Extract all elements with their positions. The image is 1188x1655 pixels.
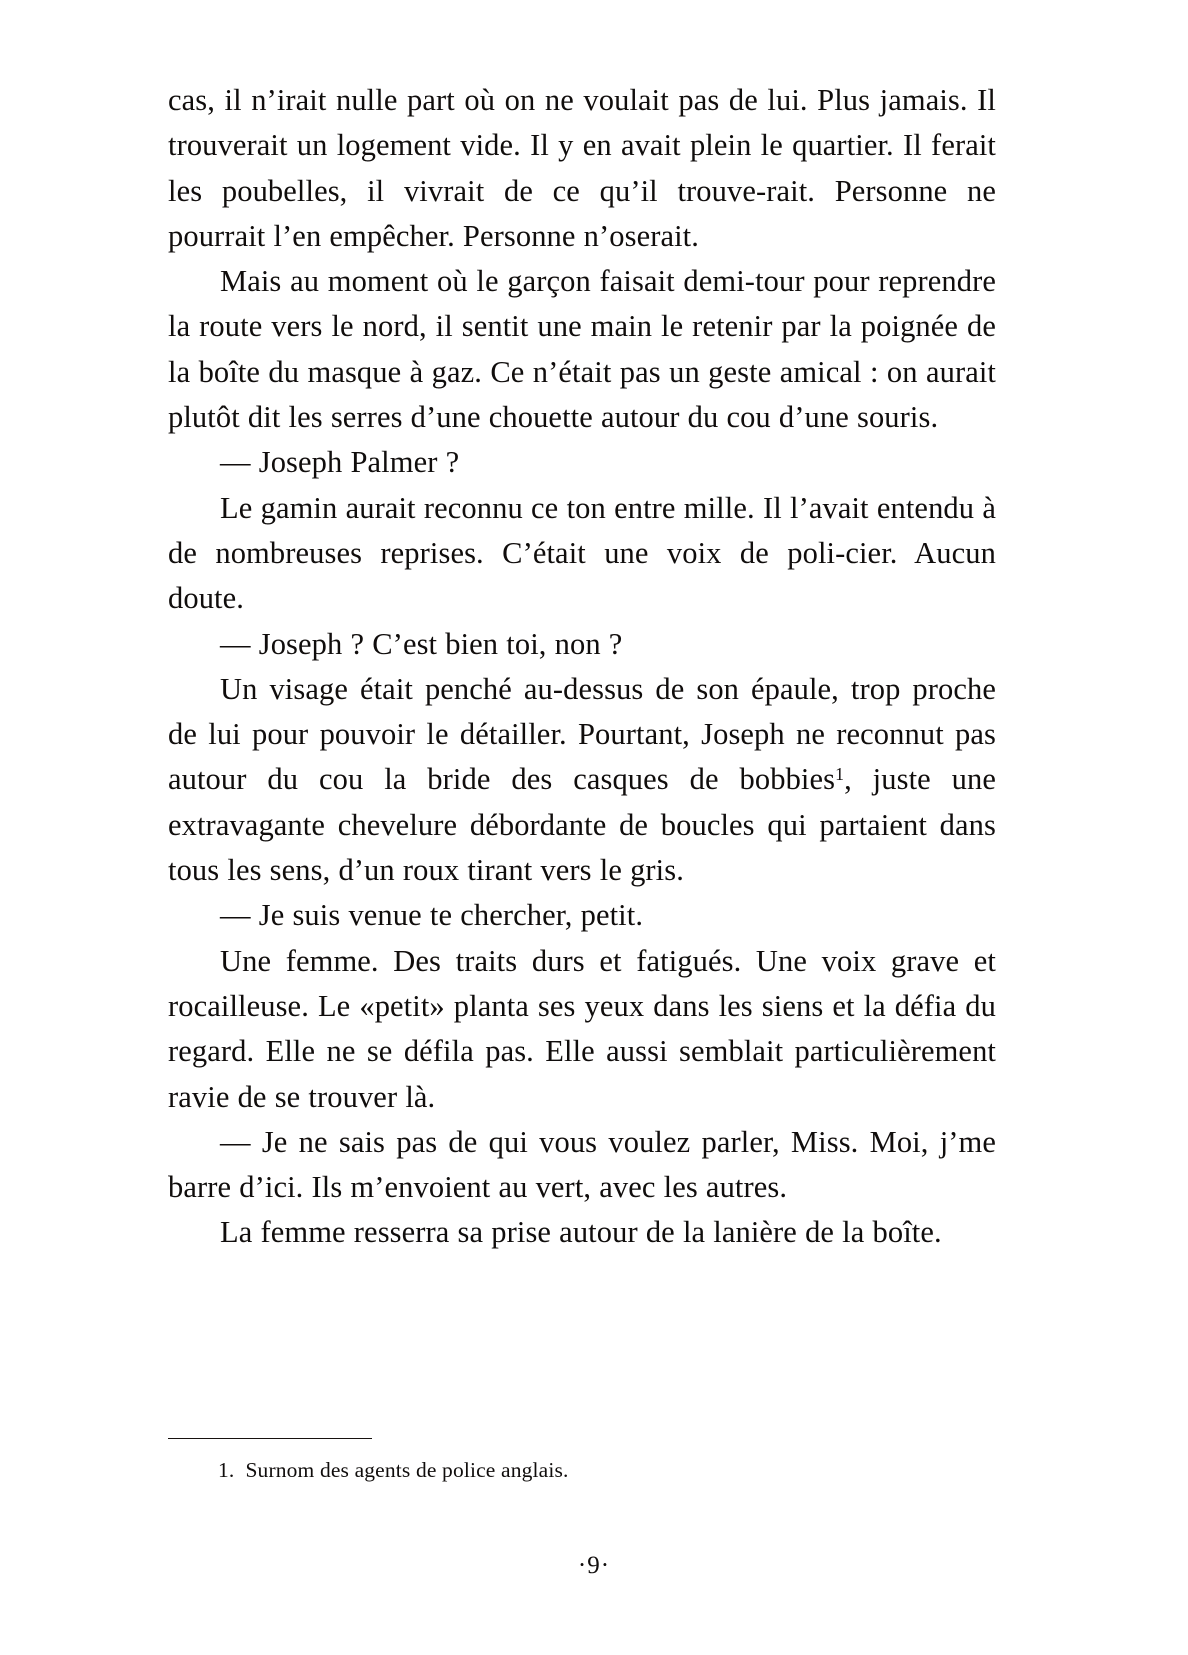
paragraph-4-text-after-ref: , juste une extravagante chevelure débordante de boucles qui partaient dans tous les sens, d’un roux tirant vers le gris. — [168, 762, 997, 888]
footnote-separator-rule — [168, 1438, 372, 1439]
paragraph-4-with-footnote-ref — [168, 667, 996, 893]
footnote-number-1: 1. — [218, 1458, 235, 1482]
paragraph-2: Mais au moment où le garçon faisait demi-tour pour reprendre la route vers le nord, il sentit une main le retenir par la poignée de la boîte du masque à gaz. Ce n’était pas un geste amical : on aurait plutôt dit les serres d’une chouette autour du cou d’une souris. — [168, 264, 996, 435]
dialogue-line-3: — Je suis venue te chercher, petit. — [220, 898, 644, 933]
dialogue-line-1: — Joseph Palmer ? — [220, 445, 460, 480]
body-text-block — [168, 78, 996, 1256]
paragraph-1: cas, il n’irait nulle part où on ne voulait pas de lui. Plus jamais. Il trouverait un logement vide. Il y en avait plein le quartier. Il ferait les poubelles, il vivrait de ce qu’il trouve-rait. Personne ne pourrait l’en empêcher. Personne n’oserait. — [168, 83, 996, 253]
paragraph-6: La femme resserra sa prise autour de la lanière de la boîte. — [220, 1215, 942, 1250]
page-number: ·9· — [577, 1552, 611, 1579]
dialogue-line-4: — Je ne sais pas de qui vous voulez parler, Miss. Moi, j’me barre d’ici. Ils m’envoient au vert, avec les autres. — [168, 1124, 996, 1205]
paragraph-5: Une femme. Des traits durs et fatigués. Une voix grave et rocailleuse. Le «petit» planta ses yeux dans les siens et la défia du regard. Elle ne se défila pas. Elle aussi semblait particulièrement ravie de se trouver là. — [168, 943, 996, 1114]
footnote-area — [168, 1438, 996, 1485]
dialogue-line-2: — Joseph ? C’est bien toi, non ? — [220, 626, 623, 661]
footnote-item-1 — [168, 1455, 996, 1485]
paragraph-4-text-before-ref: Un visage était penché au-dessus de son épaule, trop proche de lui pour pouvoir le détailler. Pourtant, Joseph ne reconnut pas autour du cou la bride des casques de bobbies — [168, 671, 996, 797]
footnote-reference-1[interactable]: 1 — [835, 764, 845, 785]
paragraph-3: Le gamin aurait reconnu ce ton entre mille. Il l’avait entendu à de nombreuses reprises. C’était une voix de poli-cier. Aucun doute. — [168, 490, 996, 616]
footnote-text-1: Surnom des agents de police anglais. — [245, 1458, 569, 1482]
